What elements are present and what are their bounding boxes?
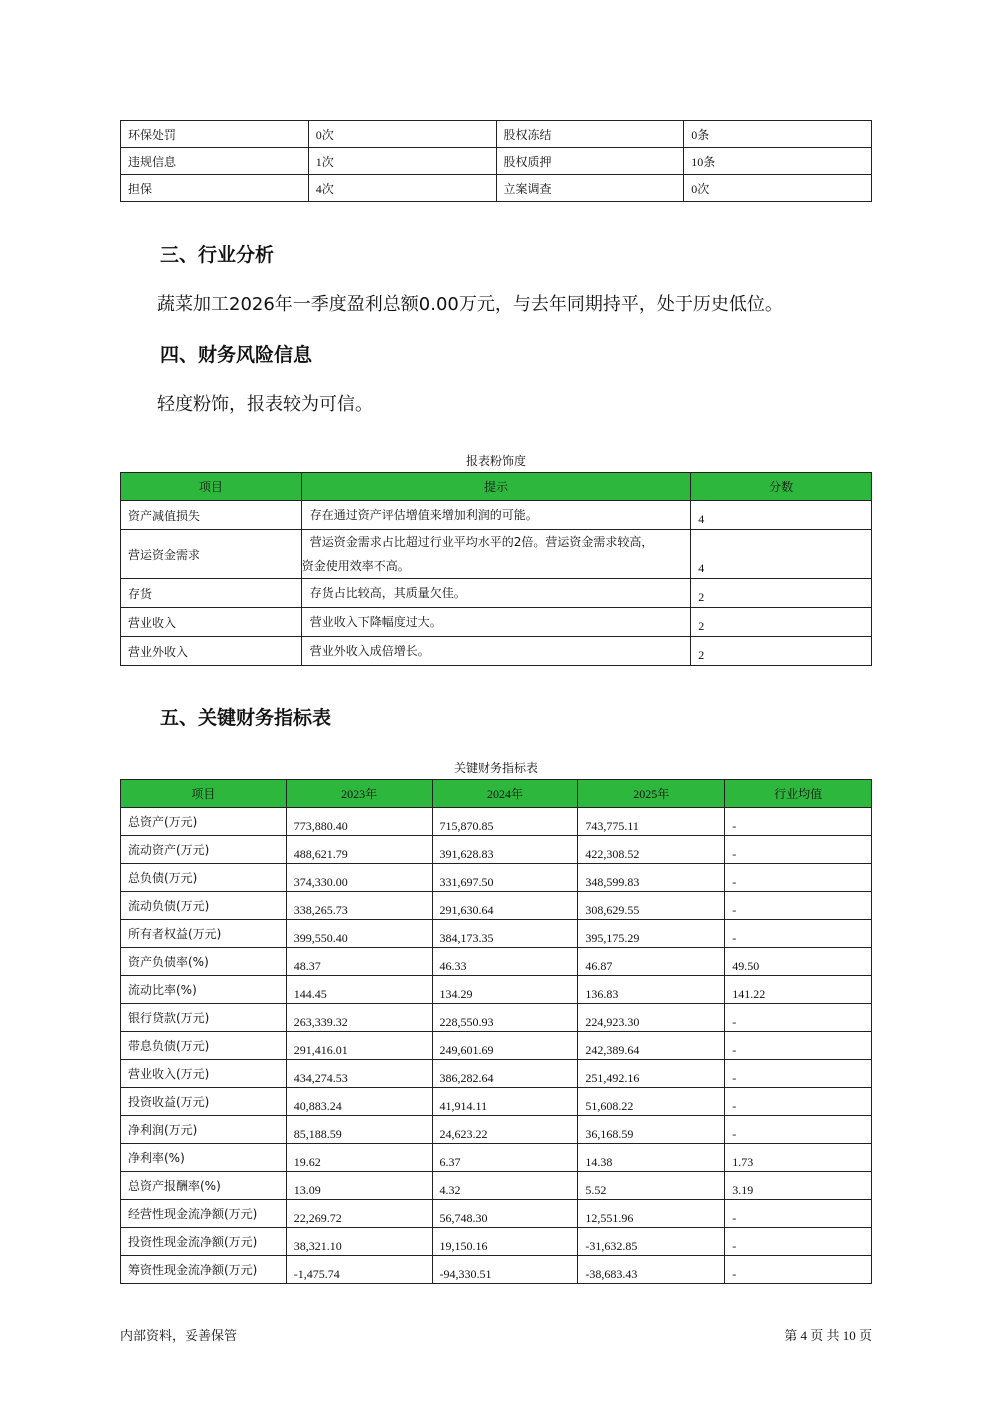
fin-metric-name: 投资收益(万元) (121, 1088, 287, 1116)
fin-table-row (121, 836, 872, 864)
fin-metric-value: 395,175.29 (578, 920, 725, 948)
risk-info-label: 股权冻结 (496, 121, 684, 148)
fin-metric-value: -38,683.43 (578, 1256, 725, 1284)
fin-metric-value: 263,339.32 (286, 1004, 432, 1032)
footer-note: 内部资料，妥善保管 (120, 1329, 238, 1344)
fin-metric-value: 48.37 (286, 948, 432, 976)
fin-metric-value: 3.19 (725, 1172, 872, 1200)
fin-table-row (121, 1172, 872, 1200)
fraud-hint-line: 资金使用效率不高。 (301, 559, 410, 573)
fin-table-header-row (121, 780, 872, 808)
fin-metric-value: 24,623.22 (432, 1116, 578, 1144)
fin-metric-name: 总负债(万元) (121, 864, 287, 892)
fin-metric-value: 41,914.11 (432, 1088, 578, 1116)
fin-metric-value: 422,308.52 (578, 836, 725, 864)
fin-table-row (121, 1088, 872, 1116)
fin-metric-value: 19,150.16 (432, 1228, 578, 1256)
fin-metric-value: 228,550.93 (432, 1004, 578, 1032)
fin-table-row (121, 1060, 872, 1088)
fin-metric-value: 242,389.64 (578, 1032, 725, 1060)
section4-text: 轻度粉饰，报表较为可信。 (157, 394, 373, 415)
fin-metric-name: 营业收入(万元) (121, 1060, 287, 1088)
risk-info-label: 股权质押 (496, 148, 684, 175)
fraud-score: 2 (691, 637, 872, 666)
fin-metric-value: - (725, 1004, 872, 1032)
fin-metric-value: - (725, 808, 872, 836)
fin-metric-value: 1.73 (725, 1144, 872, 1172)
fin-table-row (121, 976, 872, 1004)
fin-metric-name: 银行贷款(万元) (121, 1004, 287, 1032)
fin-metric-value: 391,628.83 (432, 836, 578, 864)
fin-table-row (121, 1144, 872, 1172)
fin-metric-value: 338,265.73 (286, 892, 432, 920)
fin-header-2024: 2024年 (432, 780, 578, 808)
fin-metric-value: 399,550.40 (286, 920, 432, 948)
risk-info-value: 0条 (684, 121, 872, 148)
fin-header-item: 项目 (121, 780, 287, 808)
fin-metric-value: -1,475.74 (286, 1256, 432, 1284)
risk-info-value: 0次 (684, 175, 872, 202)
fin-metric-value: 743,775.11 (578, 808, 725, 836)
fraud-item: 营业收入 (121, 608, 302, 637)
fin-metric-name: 总资产报酬率(%) (121, 1172, 287, 1200)
fin-metric-name: 总资产(万元) (121, 808, 287, 836)
fin-table-row (121, 1032, 872, 1060)
fin-table-row (121, 808, 872, 836)
fraud-score: 4 (691, 501, 872, 530)
fin-metric-value: 144.45 (286, 976, 432, 1004)
fin-metric-name: 所有者权益(万元) (121, 920, 287, 948)
key-financial-table (120, 779, 872, 1284)
fin-metric-value: 49.50 (725, 948, 872, 976)
fraud-header-hint: 提示 (301, 473, 690, 501)
fin-table-caption: 关键财务指标表 (453, 761, 538, 775)
risk-info-body (121, 121, 872, 202)
fin-metric-value: 134.29 (432, 976, 578, 1004)
fin-metric-value: 12,551.96 (578, 1200, 725, 1228)
fraud-hint (301, 608, 690, 637)
fin-metric-value: 13.09 (286, 1172, 432, 1200)
fin-metric-value: 40,883.24 (286, 1088, 432, 1116)
fraud-table-body (121, 501, 872, 666)
fraud-item: 存货 (121, 579, 302, 608)
fin-metric-name: 净利率(%) (121, 1144, 287, 1172)
fin-metric-value: 386,282.64 (432, 1060, 578, 1088)
risk-info-table (120, 120, 872, 202)
fin-metric-value: 291,416.01 (286, 1032, 432, 1060)
fin-table-row (121, 1256, 872, 1284)
fin-header-2023: 2023年 (286, 780, 432, 808)
fraud-score: 2 (691, 579, 872, 608)
fin-table-row (121, 948, 872, 976)
fin-metric-value: - (725, 1228, 872, 1256)
fin-metric-value: 56,748.30 (432, 1200, 578, 1228)
fin-metric-value: 331,697.50 (432, 864, 578, 892)
fin-metric-value: 46.87 (578, 948, 725, 976)
fin-metric-value: -31,632.85 (578, 1228, 725, 1256)
fin-metric-name: 资产负债率(%) (121, 948, 287, 976)
fraud-header-item: 项目 (121, 473, 302, 501)
fraud-table-row (121, 501, 872, 530)
risk-info-row (121, 175, 872, 202)
fraud-hint-line: 存在通过资产评估增值来增加利润的可能。 (309, 508, 538, 522)
fin-metric-name: 净利润(万元) (121, 1116, 287, 1144)
fin-table-row (121, 920, 872, 948)
fin-metric-value: 249,601.69 (432, 1032, 578, 1060)
fin-metric-value: - (725, 1200, 872, 1228)
fin-metric-value: 384,173.35 (432, 920, 578, 948)
fraud-table-row (121, 637, 872, 666)
fin-metric-value: 136.83 (578, 976, 725, 1004)
fin-metric-value: 46.33 (432, 948, 578, 976)
risk-info-value: 10条 (684, 148, 872, 175)
risk-info-value: 0次 (308, 121, 496, 148)
fraud-table-header-row (121, 473, 872, 501)
fin-metric-value: - (725, 836, 872, 864)
section4-heading: 四、财务风险信息 (160, 344, 313, 366)
fin-metric-name: 流动比率(%) (121, 976, 287, 1004)
risk-info-label: 立案调查 (496, 175, 684, 202)
fin-metric-value: - (725, 1256, 872, 1284)
section3-heading: 三、行业分析 (160, 244, 275, 266)
fraud-table-row (121, 608, 872, 637)
risk-info-row (121, 121, 872, 148)
fin-metric-value: 51,608.22 (578, 1088, 725, 1116)
fraud-table-row (121, 530, 872, 579)
fin-metric-name: 流动负债(万元) (121, 892, 287, 920)
fraud-hint-line: 营业收入下降幅度过大。 (309, 615, 442, 629)
fin-metric-value: 348,599.83 (578, 864, 725, 892)
fin-metric-value: 5.52 (578, 1172, 725, 1200)
fin-metric-value: - (725, 1088, 872, 1116)
risk-info-value: 1次 (308, 148, 496, 175)
fin-metric-value: 19.62 (286, 1144, 432, 1172)
fraud-table (120, 472, 872, 666)
fin-metric-value: 374,330.00 (286, 864, 432, 892)
fin-metric-value: - (725, 1032, 872, 1060)
fraud-hint (301, 637, 690, 666)
fraud-hint (301, 579, 690, 608)
fin-metric-value: - (725, 1060, 872, 1088)
fin-metric-value: 22,269.72 (286, 1200, 432, 1228)
section3-text: 蔬菜加工2026年一季度盈利总额0.00万元，与去年同期持平，处于历史低位。 (157, 294, 783, 315)
fraud-item: 资产减值损失 (121, 501, 302, 530)
fin-table-row (121, 1228, 872, 1256)
risk-info-value: 4次 (308, 175, 496, 202)
fin-header-industry-avg: 行业均值 (725, 780, 872, 808)
fin-metric-value: 4.32 (432, 1172, 578, 1200)
fin-metric-name: 带息负债(万元) (121, 1032, 287, 1060)
fraud-table-caption: 报表粉饰度 (465, 454, 526, 468)
fin-table-body (121, 808, 872, 1284)
fraud-score: 2 (691, 608, 872, 637)
fin-metric-value: 14.38 (578, 1144, 725, 1172)
fin-metric-value: -94,330.51 (432, 1256, 578, 1284)
fin-metric-name: 经营性现金流净额(万元) (121, 1200, 287, 1228)
fraud-hint-line: 营运资金需求占比超过行业平均水平的2倍。营运资金需求较高， (309, 535, 654, 549)
fin-metric-value: - (725, 920, 872, 948)
risk-info-label: 环保处罚 (121, 121, 309, 148)
fin-metric-value: 251,492.16 (578, 1060, 725, 1088)
fin-metric-value: 6.37 (432, 1144, 578, 1172)
fraud-hint (301, 530, 690, 579)
fin-metric-value: 488,621.79 (286, 836, 432, 864)
fin-metric-value: 291,630.64 (432, 892, 578, 920)
fraud-table-row (121, 579, 872, 608)
fin-table-row (121, 1200, 872, 1228)
fin-header-2025: 2025年 (578, 780, 725, 808)
risk-info-label: 担保 (121, 175, 309, 202)
fraud-hint-line: 存货占比较高，其质量欠佳。 (309, 586, 466, 600)
fin-metric-value: - (725, 864, 872, 892)
fraud-header-score: 分数 (691, 473, 872, 501)
page-number: 第 4 页 共 10 页 (784, 1328, 872, 1343)
fin-table-row (121, 1004, 872, 1032)
risk-info-label: 违规信息 (121, 148, 309, 175)
fin-table-row (121, 892, 872, 920)
fin-metric-value: 38,321.10 (286, 1228, 432, 1256)
fin-metric-value: 773,880.40 (286, 808, 432, 836)
fraud-score: 4 (691, 530, 872, 579)
fin-table-row (121, 864, 872, 892)
fraud-item: 营运资金需求 (121, 530, 302, 579)
fin-metric-name: 投资性现金流净额(万元) (121, 1228, 287, 1256)
fin-metric-value: 224,923.30 (578, 1004, 725, 1032)
fin-metric-value: - (725, 892, 872, 920)
fin-metric-value: 434,274.53 (286, 1060, 432, 1088)
fin-metric-value: 36,168.59 (578, 1116, 725, 1144)
fin-metric-value: - (725, 1116, 872, 1144)
fin-metric-name: 流动资产(万元) (121, 836, 287, 864)
fin-metric-value: 715,870.85 (432, 808, 578, 836)
fin-metric-name: 筹资性现金流净额(万元) (121, 1256, 287, 1284)
fin-table-row (121, 1116, 872, 1144)
section5-heading: 五、关键财务指标表 (160, 707, 332, 729)
fin-metric-value: 308,629.55 (578, 892, 725, 920)
fin-metric-value: 85,188.59 (286, 1116, 432, 1144)
fraud-item: 营业外收入 (121, 637, 302, 666)
fin-metric-value: 141.22 (725, 976, 872, 1004)
risk-info-row (121, 148, 872, 175)
fraud-hint-line: 营业外收入成倍增长。 (309, 644, 430, 658)
fraud-hint (301, 501, 690, 530)
